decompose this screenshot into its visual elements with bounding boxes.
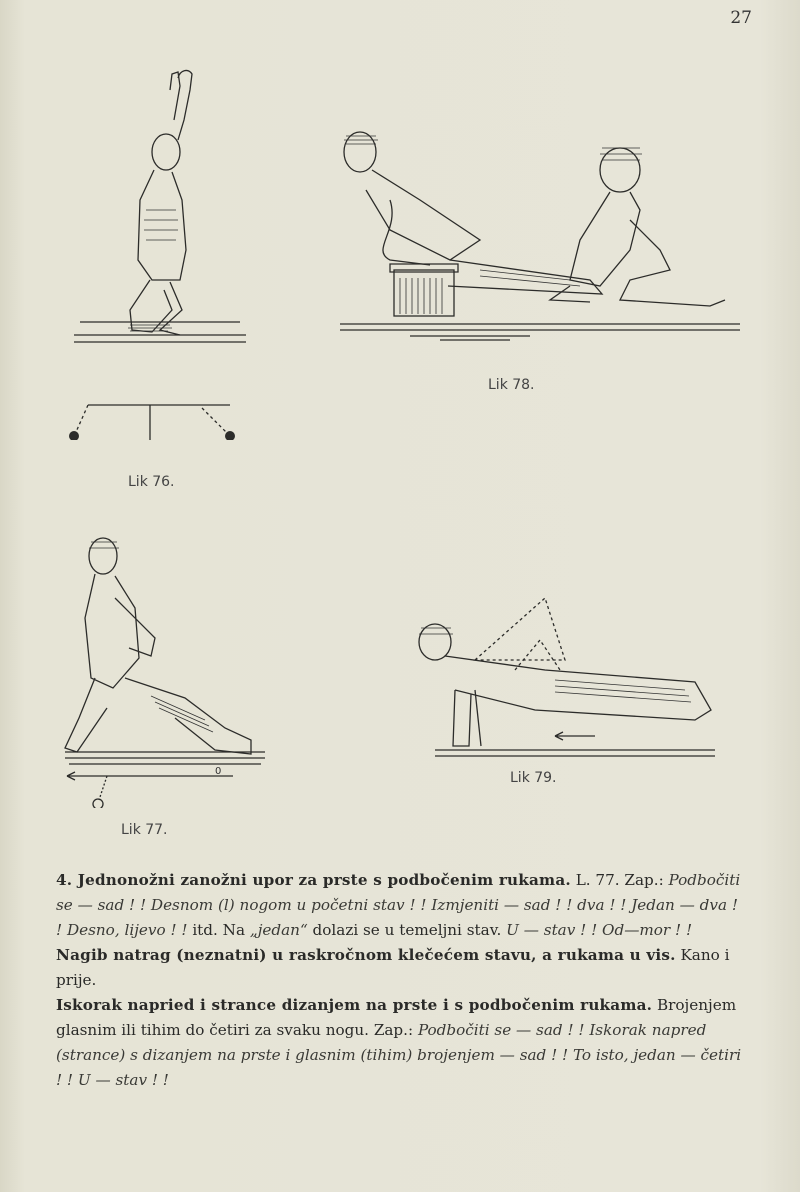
body-text — [34, 868, 744, 1093]
section-3-cmd2: Iskorak napred (strance) s dizanjem na prste i glasnim (tihim) brojenjem — sad ! ! — [56, 1021, 707, 1064]
section-1-title: 4. Jednonožni zanožni upor za prste s podbočenim rukama. — [56, 871, 571, 889]
svg-text:0: 0 — [215, 766, 222, 777]
section-3-cmd1: Podbočiti se — sad ! ! — [417, 1021, 585, 1039]
section-1-zap: Zap.: — [624, 871, 664, 889]
section-2-text: Kano i prije. — [56, 946, 730, 989]
section-3-text1: Brojenjem glasnim ili tihim do četiri za svaku nogu. Zap.: — [56, 996, 737, 1039]
figure-77-caption: Lik 77. — [121, 822, 168, 838]
section-1-text2: dolazi se u temeljni stav. — [312, 921, 502, 939]
section-1-paragraph — [34, 868, 744, 943]
figure-77-illustration — [55, 528, 285, 808]
section-1-cmd3: Izmjeniti — sad ! ! — [431, 896, 573, 914]
section-2-title: Nagib natrag (neznatni) u raskročnom klečećem stavu, a rukama u vis. — [56, 946, 676, 964]
section-1-cmd5: Jedan — dva ! ! — [56, 896, 738, 939]
section-3-title: Iskorak napried i strance dizanjem na prste i s podbočenim rukama. — [56, 996, 653, 1014]
section-3-cmd4: U — stav ! ! — [77, 1071, 169, 1089]
section-1-cmd2: Desnom (l) nogom u početni stav ! ! — [150, 896, 427, 914]
figure-78-illustration — [330, 110, 750, 350]
page-number: 27 — [730, 8, 752, 28]
section-1-quote: „jedan“ — [249, 921, 308, 939]
section-1-cmd7: U — stav ! ! — [506, 921, 598, 939]
section-1-cmd6: Desno, lijevo ! ! — [66, 921, 188, 939]
figure-78-caption: Lik 78. — [488, 377, 535, 393]
section-3-paragraph — [34, 993, 744, 1093]
section-1-cmd1: Podbočiti se — sad ! ! — [56, 871, 741, 914]
figure-76-illustration — [60, 60, 260, 440]
section-2-paragraph — [34, 943, 744, 993]
figure-79-illustration — [395, 590, 735, 780]
section-3-cmd3: To isto, jedan — četiri ! ! — [56, 1046, 742, 1089]
section-1-cmd8: Od—mor ! ! — [602, 921, 693, 939]
figure-76-caption: Lik 76. — [128, 474, 175, 490]
section-1-ref: L. 77. — [575, 871, 620, 889]
section-1-cmd4: dva ! ! — [577, 896, 627, 914]
figure-79-caption: Lik 79. — [510, 770, 557, 786]
section-1-text1: itd. Na — [192, 921, 245, 939]
